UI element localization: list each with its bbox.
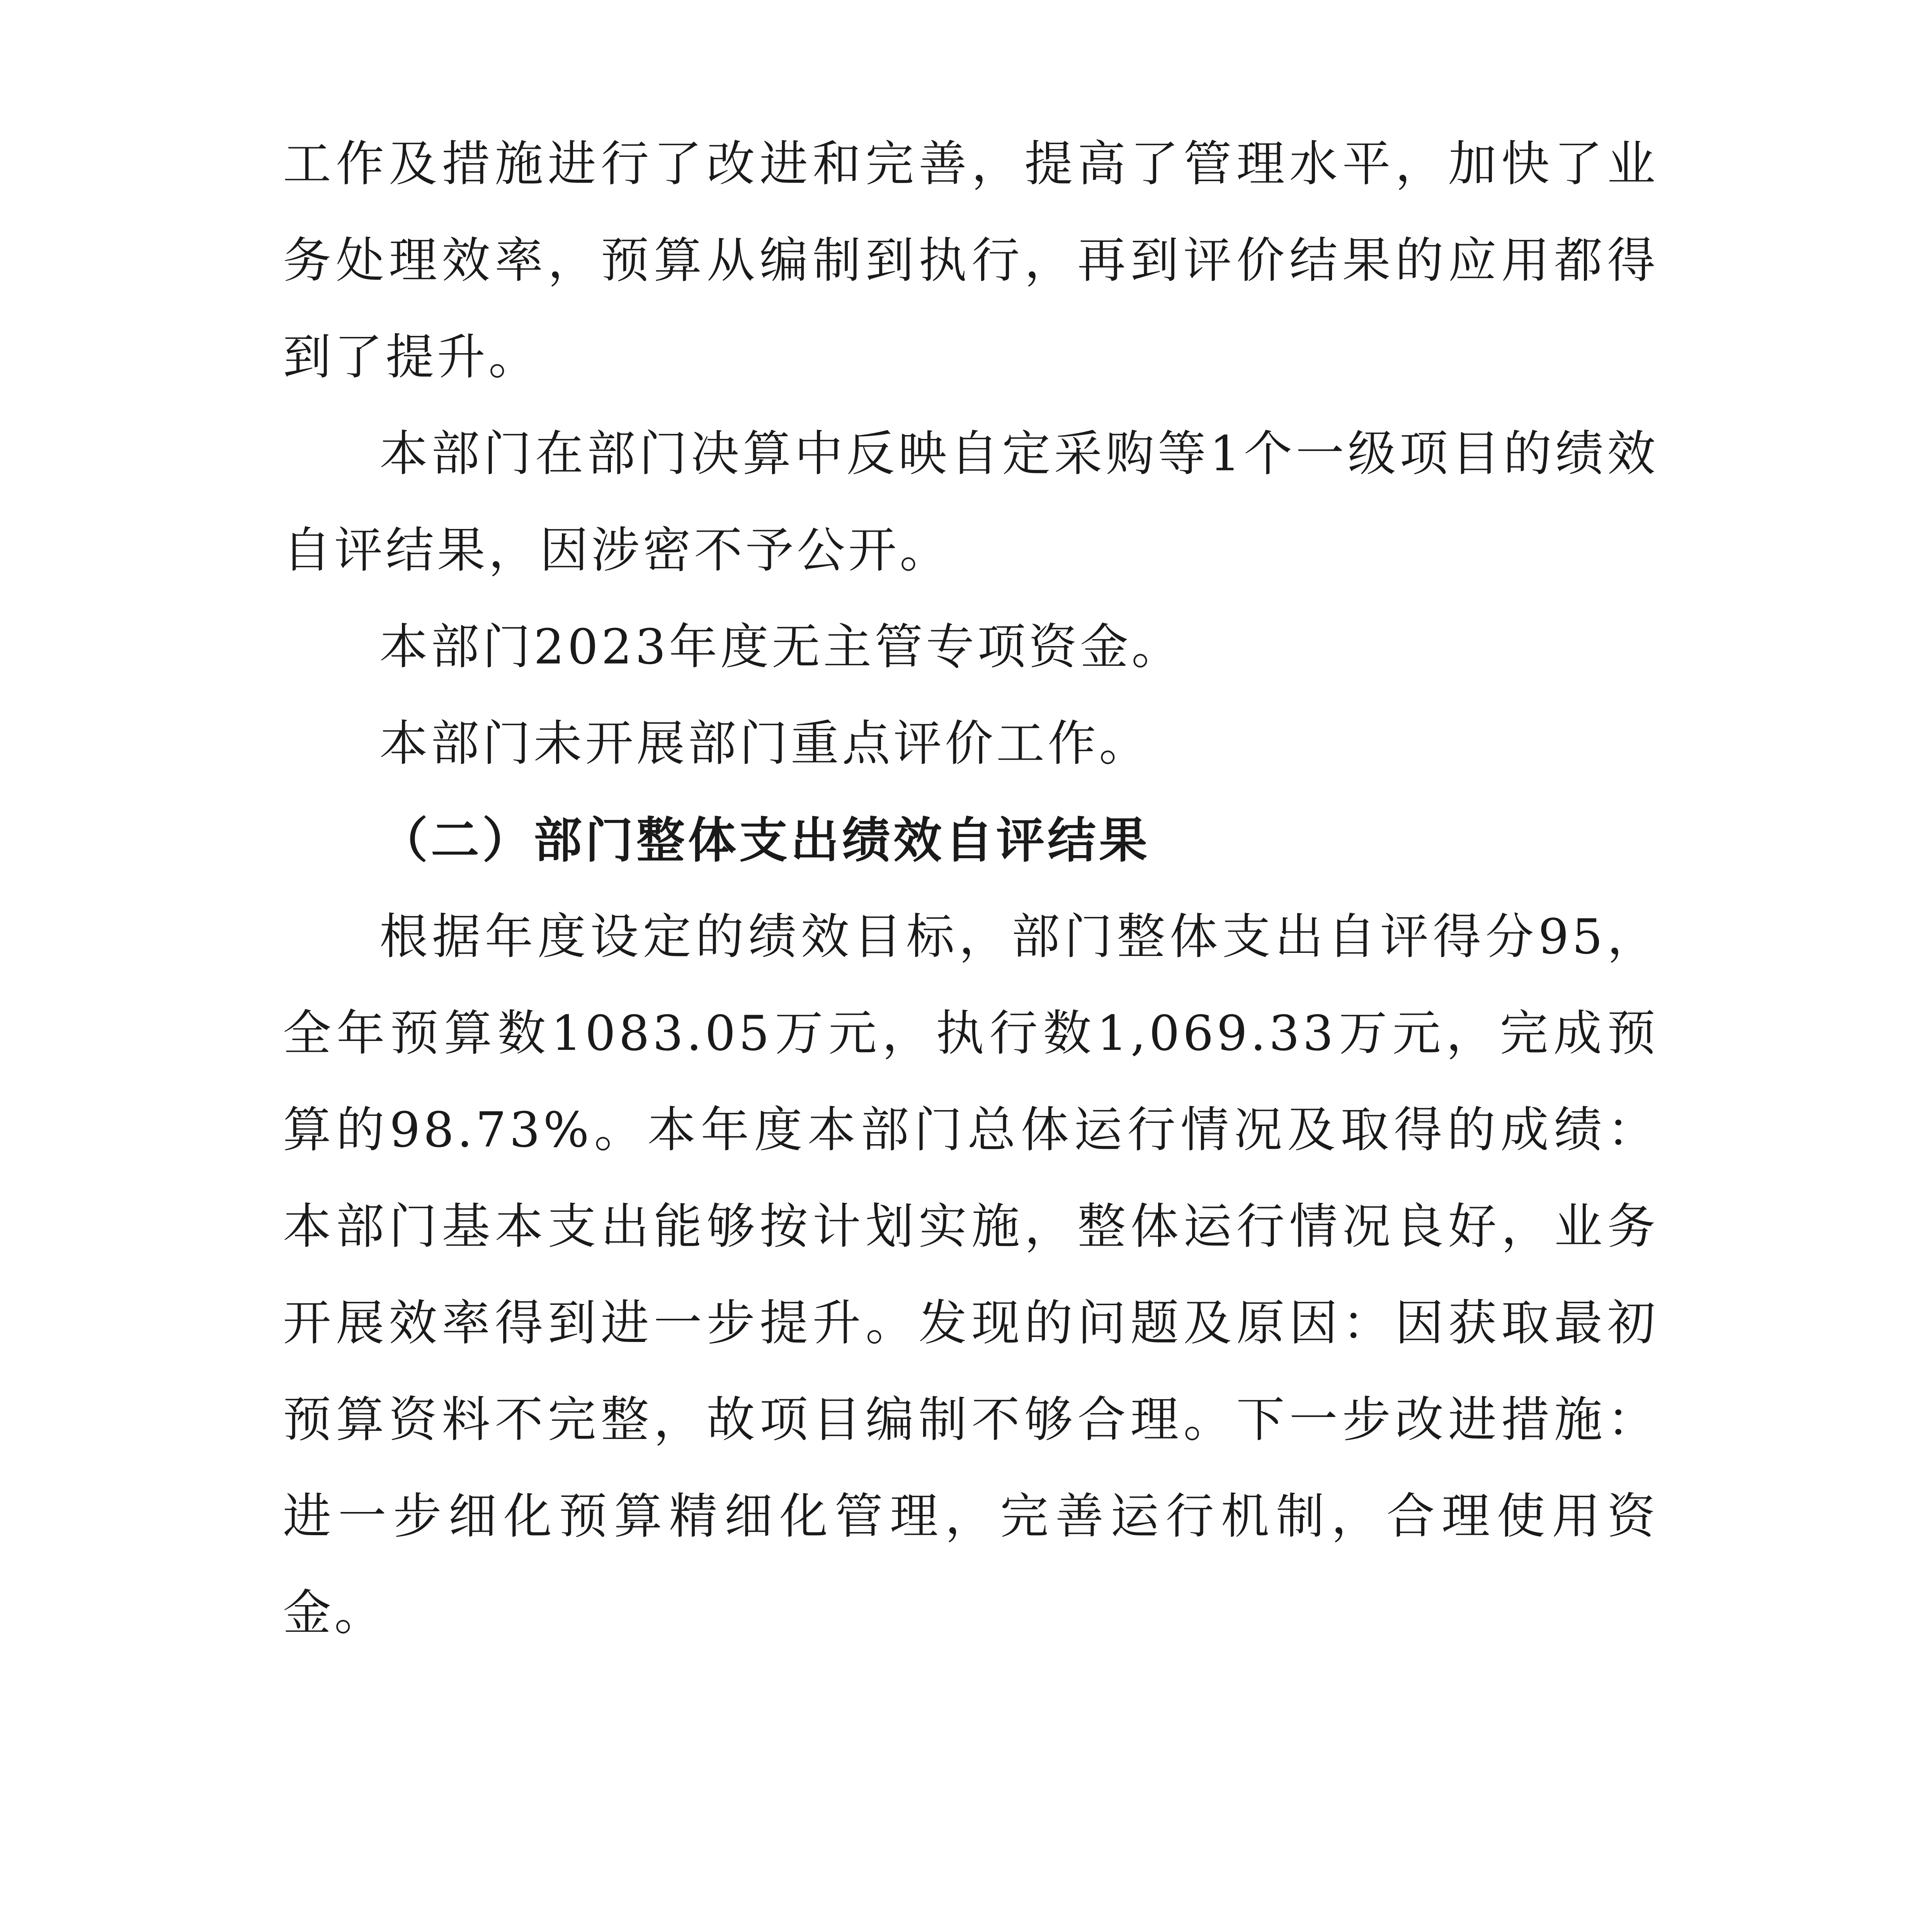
paragraph-overall-results: 根据年度设定的绩效目标，部门整体支出自评得分95，全年预算数1083.05万元，执行数1,069.33万元，完成预算的98.73%。本年度本部门总体运行情况及取得的成绩：本部门基本支出能够按计划实施，整体运行情况良好，业务开展效率得到进一步提升。发现的问题及原因：因获取最初预算资料不完整，故项目编制不够合理。下一步改进措施：进一步细化预算精细化管理，完善运行机制，合理使用资金。	[283, 909, 1658, 1641]
section-heading: （二）部门整体支出绩效自评结果	[379, 812, 1150, 869]
paragraph-project-self-evaluation: 本部门在部门决算中反映自定采购等1个一级项目的绩效自评结果，因涉密不予公开。	[283, 426, 1658, 578]
paragraph-special-funds: 本部门2023年度无主管专项资金。	[379, 619, 1183, 675]
paragraph-key-evaluation: 本部门未开展部门重点评价工作。	[379, 716, 1150, 772]
paragraph-continued: 工作及措施进行了改进和完善，提高了管理水平，加快了业务处理效率，预算从编制到执行，再到评价结果的应用都得到了提升。	[283, 136, 1658, 385]
document-body	[283, 116, 1658, 1662]
